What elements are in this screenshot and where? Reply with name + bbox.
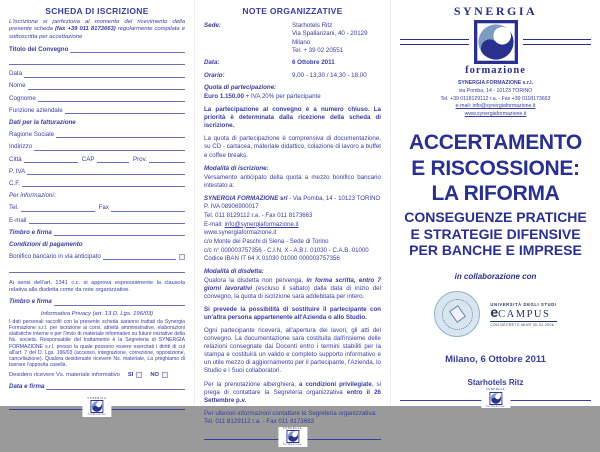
hotel-bold-1: a condizioni privilegiate — [299, 380, 372, 388]
ecampus-name: CAMPUS — [498, 308, 551, 320]
privacy-title: Informativa Privacy (art. 13 D. Lgs. 196/03) — [40, 310, 154, 317]
event-subtitle — [400, 209, 591, 259]
bank-company-name: SYNERGIA FORMAZIONE srl — [204, 194, 288, 202]
optin-no-checkbox — [162, 372, 168, 378]
materials-text: Ogni partecipante riceverà, all'apertura dei lavori, gli atti del convegno. La documentazione sarà costituita dall'insieme delle relazioni consegnate dai Docenti entro i termini stabiliti per la stampa e costituirà un valido e completo supporto informativo e un utile mezzo di aggiornamento per il partecipante, l'Azienda, lo Studio e i Suoi collaboratori. — [204, 327, 381, 375]
optin-yes-label: SI — [127, 372, 134, 379]
mini-logo-subtext: formazione — [283, 442, 302, 447]
title-line-2: E RISCOSSIONE: — [411, 156, 580, 180]
more-info-line1: Per ulteriori informazioni contattare la Segreteria organizzativa: — [204, 409, 377, 417]
synergia-mini-logo — [278, 427, 307, 447]
fee-amount: Euro 1.150,00 — [204, 93, 244, 101]
ecampus-university-text: UNIVERSITÀ DEGLI STUDI — [490, 301, 557, 307]
time-value: 9,00 - 13,30 / 14,30 - 18,00 — [292, 71, 367, 79]
ecampus-e: e — [490, 303, 499, 320]
field-label-timbro: Timbro e firma — [9, 228, 52, 236]
fee-includes-text: La quota di partecipazione è comprensiva di documentazione, su CD - cartacea, materiale didattico, colazione di lavoro a buffet e coffee breaks. — [204, 135, 382, 159]
field-line — [27, 169, 185, 175]
field-row-blank — [9, 266, 185, 273]
company-phone: Tel. +39 0118129112 r.a. - Fax +39 0118173663 — [440, 95, 551, 102]
bank-account: c/c n° 000003757356 - C.I.N. X - A.B.I. 01030 - C.A.B. 01000 — [204, 246, 369, 254]
title-line-1: ACCERTAMENTO — [409, 130, 582, 154]
field-line — [97, 157, 129, 163]
optin-no-label: NO — [150, 372, 160, 379]
field-label-fax: Fax — [98, 204, 109, 212]
form-title: SCHEDA DI ISCRIZIONE — [45, 6, 149, 16]
field-line — [21, 206, 95, 212]
hotel-p1: Per la prenotazione alberghiera, — [204, 380, 300, 388]
title-line-3: LA RIFORMA — [431, 182, 560, 206]
hotel-p2: , si prega di contattare la Segreteria organizzativa — [204, 380, 381, 396]
logo-subtext: formazione — [465, 65, 526, 76]
left-footer — [9, 396, 185, 422]
form-intro — [9, 19, 185, 41]
field-line — [38, 96, 185, 102]
field-line — [29, 218, 185, 224]
field-line — [28, 84, 185, 90]
venue-label: Sede: — [204, 22, 221, 29]
company-website-link[interactable]: www.synergiaformazione.it — [464, 111, 527, 118]
privacy-body: I dati personali raccolti con la presente scheda saranno trattati da Synergia Formazione s.r.l. per iscrizione ai corsi, attività amministrative, elaborazioni statistiche interne e per l'invio di materiale informativo su future iniziative della Ns. società. Responsabile del trattamento è la Segreteria di SYNERGIA FORMAZIONE s.r.l. presso la quale possono essere esercitati i diritti di cui all'art. 7 del D. Lgs. 196/03 (accesso, integrazione, correzione, opposizione, cancellazione). — [9, 318, 185, 363]
registration-form-panel — [0, 0, 194, 417]
bank-details-block — [204, 195, 381, 264]
field-row-nome — [9, 83, 185, 90]
event-venue: Starhotels Ritz — [467, 378, 524, 388]
field-row-data-firma — [9, 383, 185, 390]
field-row-indirizzo — [9, 144, 185, 151]
synergia-s-icon — [489, 392, 502, 405]
intro-fax-number: (fax +39 011 8173663) — [54, 26, 116, 33]
subtitle-line-3: PER BANCHE E IMPRESE — [409, 242, 582, 259]
time-row — [204, 72, 381, 80]
field-row-ragione — [9, 131, 185, 138]
hotel-text — [204, 381, 381, 405]
bank-email-label: E-mail: — [204, 220, 225, 228]
date-value: 6 Ottobre 2011 — [292, 59, 335, 67]
field-line — [149, 157, 185, 163]
bank-phone: Tel. 011 8129112 r.a. - Fax 011 8173663 — [204, 212, 313, 219]
field-label-data: Data — [9, 70, 23, 78]
double-rule — [400, 39, 469, 45]
synergia-mini-logo — [82, 397, 111, 417]
field-line — [9, 267, 185, 273]
field-row-cognome — [9, 95, 185, 102]
logo-wordmark: SYNERGIA — [453, 4, 538, 18]
collaboration-label: in collaborazione con — [454, 272, 537, 282]
substitution-text: Si prevede la possibilità di sostituire il partecipante con un'altra persona appartenente all'Azienda o allo Studio. — [204, 306, 381, 322]
synergia-logo — [400, 4, 591, 76]
field-label-cognome: Cognome — [9, 94, 36, 102]
field-row-funzione — [9, 107, 185, 114]
field-label-tel: Tel. — [9, 204, 19, 212]
field-line — [22, 181, 185, 187]
mini-logo-wordmark: SYNERGIA — [87, 395, 107, 400]
section-pagamento: Condizioni di pagamento — [9, 241, 83, 249]
venue-row — [204, 22, 381, 55]
field-line — [24, 72, 185, 78]
subtitle-line-2: E STRATEGIE DIFENSIVE — [410, 225, 581, 242]
notes-title: NOTE ORGANIZZATIVE — [242, 6, 343, 16]
privacy-text — [9, 319, 185, 369]
company-info-block — [400, 80, 591, 119]
field-line — [56, 132, 185, 138]
field-row-timbro — [9, 229, 185, 236]
bank-iban: Codice IBAN IT 64 X 01030 01000 000003757356 — [204, 255, 340, 263]
field-row-data — [9, 71, 185, 78]
mini-logo-subtext: formazione — [87, 412, 107, 417]
field-label-email: E-mail — [9, 216, 27, 224]
cancellation-p1: Qualora la disdetta non pervenga, — [204, 276, 307, 284]
venue-phone: Tel. + 39 02 20551 — [292, 47, 344, 55]
field-row-cf — [9, 180, 185, 187]
mini-logo-wordmark: SYNERGIA — [485, 387, 506, 392]
partner-logos — [400, 291, 591, 337]
more-info-text — [204, 410, 381, 426]
field-line — [34, 145, 185, 151]
fee-heading: Quota di partecipazione: — [204, 84, 277, 92]
field-row-citta — [9, 156, 185, 163]
venue-address: Via Spallanzani, 40 - 20129 Milano — [292, 30, 368, 46]
ecampus-decree-text: CON DECRETO MIUR 30-01-2006 — [490, 322, 555, 327]
field-label-cap: CAP — [81, 155, 95, 163]
field-line — [54, 230, 185, 236]
synergia-mini-logo — [481, 388, 510, 408]
cancellation-p2: (escluso il sabato) dalla data di inizio del convegno, la quota di iscrizione sarà addebitata per intero. — [204, 284, 381, 300]
event-date: Milano, 6 Ottobre 2011 — [445, 354, 546, 366]
hotel-bold-2: entro il 26 Settembre p.v. — [204, 388, 382, 404]
cancellation-heading: Modalità di disdetta: — [204, 267, 264, 275]
field-label-nome: Nome — [9, 82, 26, 90]
field-label-citta: Città — [9, 155, 22, 163]
field-line — [111, 206, 185, 212]
mini-logo-wordmark: SYNERGIA — [282, 425, 303, 430]
venue-value — [292, 22, 381, 55]
optin-label: Desidero ricevere Vs. materiale informativo — [9, 372, 120, 379]
field-row-timbro-2 — [9, 299, 185, 306]
bank-vat: P. IVA 08906900017 — [204, 203, 259, 211]
enrollment-text: Versamento anticipato della quota a mezzo bonifico bancario intestato a: — [204, 173, 381, 189]
bank-name: c/o Monte dei Paschi di Siena - Sede di Torino — [204, 237, 329, 245]
field-label-prov: Prov. — [132, 155, 147, 163]
field-row-titolo-2 — [9, 58, 185, 65]
field-row-titolo — [9, 46, 185, 53]
field-label-funzione: Funzione aziendale — [9, 106, 63, 114]
time-label: Orario: — [204, 71, 225, 79]
field-line — [65, 108, 185, 114]
date-label: Data: — [204, 59, 220, 67]
middle-footer — [204, 426, 381, 452]
optin-yes-checkbox — [136, 372, 142, 378]
field-label-indirizzo: Indirizzo — [9, 143, 33, 151]
fee-rest: + IVA 20% per partecipante — [243, 93, 321, 101]
optin-row — [9, 372, 185, 378]
bank-email-link[interactable]: info@synergiaformazione.it — [224, 220, 299, 228]
company-name: SYNERGIA FORMAZIONE s.r.l. — [457, 80, 534, 86]
field-line — [9, 59, 185, 65]
subtitle-line-1: CONSEGUENZE PRATICHE — [404, 208, 587, 225]
synergia-s-icon — [90, 400, 103, 413]
section-informazioni: Per informazioni: — [9, 192, 56, 200]
bank-company-address: - Via Pomba, 14 - 10123 TORINO — [287, 194, 381, 202]
field-label-titolo: Titolo del Convegno — [9, 45, 69, 53]
field-row-bonifico — [9, 253, 185, 260]
company-address: via Pomba, 14 - 10123 TORINO — [458, 87, 533, 94]
university-seal-logo — [434, 291, 480, 337]
privacy-note: Qualora desideraste ricevere Ns. materiale, La preghiamo di barrare l'apposita casella. — [9, 356, 185, 369]
field-line — [70, 47, 185, 53]
field-row-email — [9, 217, 185, 224]
field-line — [24, 157, 78, 163]
closed-number-text: La partecipazione al convegno è a numero chiuso. La priorità è determinata dalla ricezione della scheda di iscrizione. — [204, 106, 381, 130]
right-footer — [400, 387, 591, 413]
ecampus-logo — [490, 302, 556, 327]
section-fatturazione: Dati per la fatturazione — [9, 119, 76, 127]
company-email-link[interactable]: e-mail: info@synergiaformazione.it — [455, 103, 536, 110]
seal-ring — [442, 299, 473, 330]
field-label-data-firma: Data e firma — [9, 383, 45, 391]
field-label-bonifico: Bonifico bancario in via anticipato — [9, 253, 101, 261]
field-row-piva — [9, 168, 185, 175]
field-label-cf: C.F. — [9, 179, 20, 187]
enrollment-heading: Modalità di iscrizione: — [204, 164, 269, 172]
event-title — [400, 130, 591, 207]
double-rule — [523, 39, 592, 45]
venue-name: Starhotels Ritz — [292, 22, 333, 29]
field-row-tel-fax — [9, 205, 185, 212]
field-label-timbro-2: Timbro e firma — [9, 298, 52, 306]
intro-text-2: regolarmente compilata e sottoscritta per accettazione — [9, 26, 185, 40]
date-row — [204, 59, 381, 67]
field-label-ragione: Ragione Sociale — [9, 131, 55, 139]
field-label-piva: P. IVA — [9, 167, 26, 175]
cover-panel — [390, 0, 600, 406]
field-line — [103, 254, 176, 260]
clause-1341-text: Ai sensi dell'art. 1341 c.c. si approva espressamente la clausola relativa alla disdetta come da note organizzative. — [9, 279, 185, 293]
mini-logo-subtext: formazione — [486, 403, 505, 408]
field-line — [54, 300, 185, 306]
cancellation-text — [204, 277, 381, 301]
logo-rule-row — [400, 20, 591, 64]
fee-text — [204, 93, 381, 101]
bank-website-link[interactable]: www.synergiaformazione.it — [204, 229, 277, 237]
synergia-s-icon — [286, 430, 299, 443]
cancellation-bold: in forma scritta, entro 7 giorni lavorativi — [204, 276, 381, 292]
organizational-notes-panel — [194, 0, 390, 447]
intro-text: L'iscrizione si perfeziona al momento del ricevimento della presente scheda — [9, 19, 185, 33]
seal-emblem — [449, 305, 466, 323]
more-info-line2: Tel. 011 8129112 r.a. - Fax 011 8173663 — [204, 417, 315, 425]
field-line — [46, 384, 185, 390]
bonifico-checkbox — [179, 254, 185, 260]
synergia-s-icon — [474, 20, 518, 64]
